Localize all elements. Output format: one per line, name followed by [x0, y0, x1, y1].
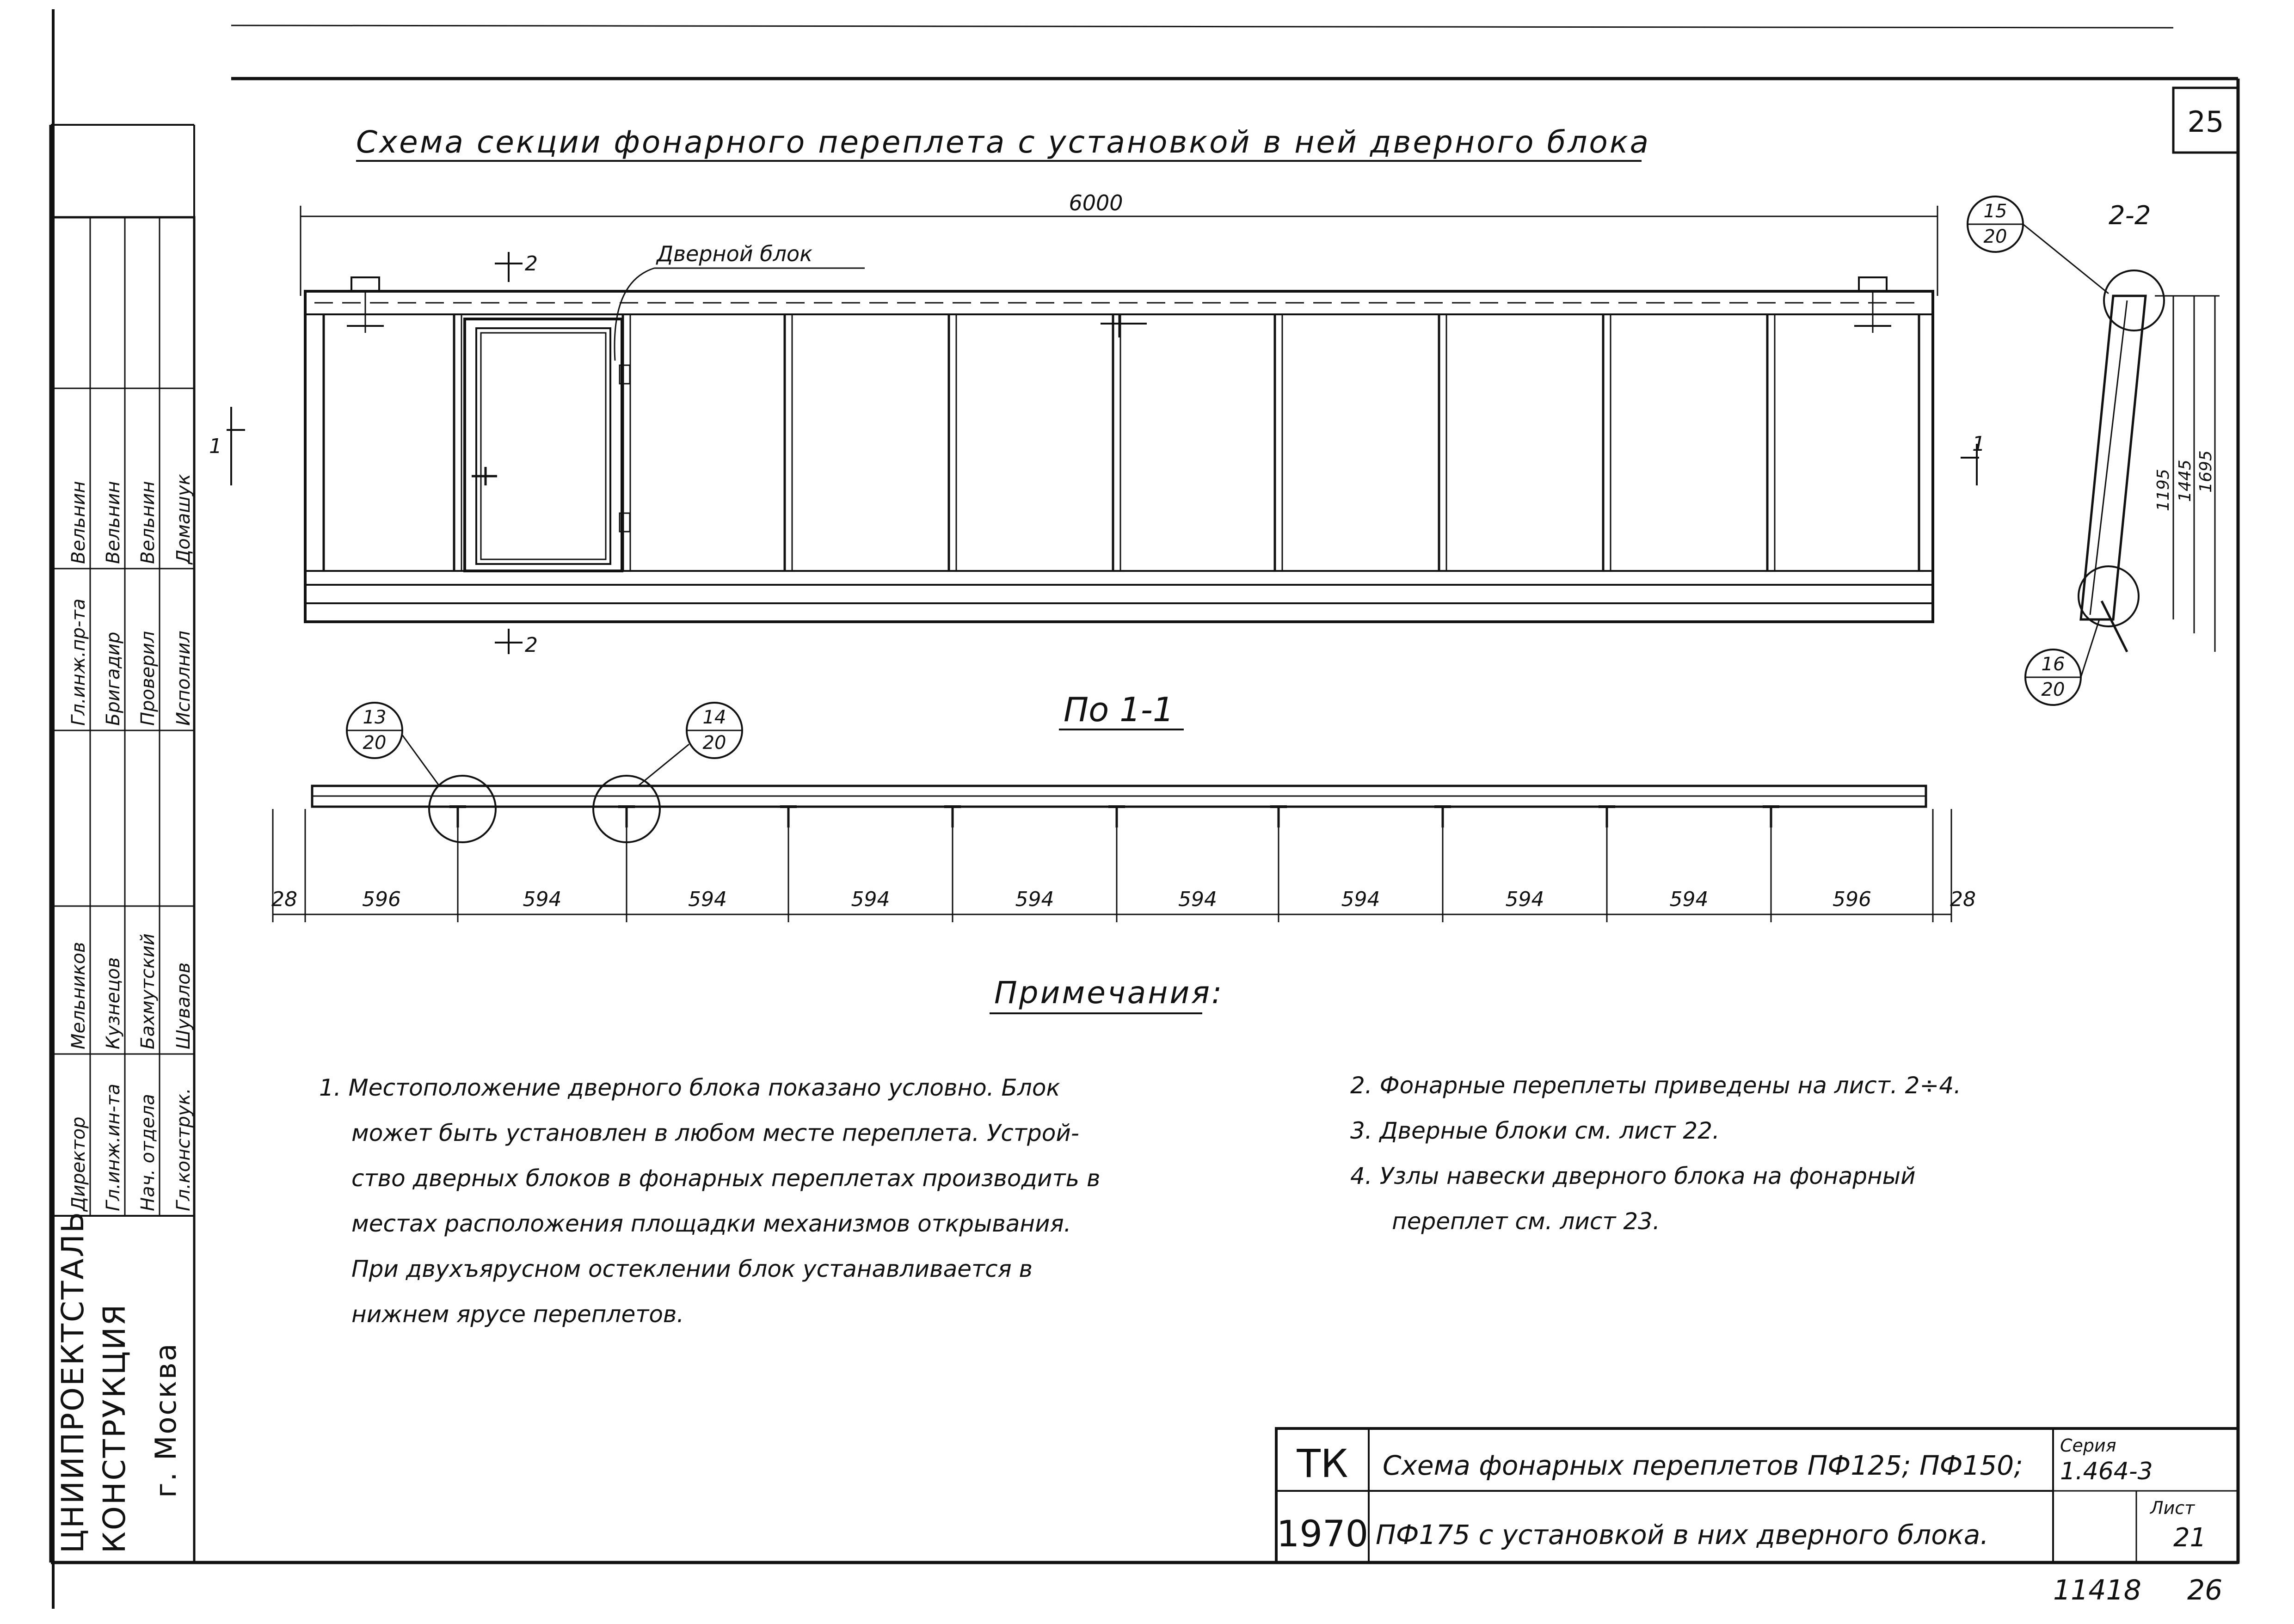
stamp-name-2: Кузнецов [103, 957, 124, 1049]
callout-16-num: 16 [2041, 654, 2065, 675]
plan-dimension-chain [271, 809, 1976, 922]
stamp-name-1: Мельников [68, 942, 89, 1049]
note-col1-line-1: 1. Местоположение дверного блока показано условно. Блок [319, 1074, 1060, 1101]
title-year: 1970 [1276, 1514, 1369, 1555]
stamp-role-7: Проверил [137, 631, 159, 726]
hanger-left [347, 277, 384, 333]
section-2-2 [1968, 196, 2220, 705]
sheet-label: Лист [2150, 1498, 2195, 1518]
stamp-name-8: Домашук [173, 474, 194, 564]
section-2-2-title: 2-2 [2109, 201, 2151, 231]
note-col1-line-3: ство дверных блоков в фонарных переплетах производить в [351, 1165, 1101, 1192]
sheet-frame [51, 9, 2238, 1609]
archive-number: 11418 [2053, 1574, 2141, 1606]
stamp-org-line-2: КОНСТРУКЦИЯ [97, 1303, 132, 1553]
stamp-role-2: Гл.инж.ин-та [103, 1084, 124, 1211]
plan-ticks [449, 807, 1779, 827]
stamp-org-line-1: ЦНИИПРОЕКТСТАЛЬ [55, 1210, 91, 1553]
notes-heading: Примечания: [994, 975, 1224, 1011]
stamp-text [68, 474, 194, 1212]
callout-16-den: 20 [2041, 679, 2065, 700]
stamp-role-6: Бригадир [103, 631, 124, 726]
side-stamp [53, 217, 194, 1563]
overall-dimension: 6000 [1069, 190, 1123, 215]
stamp-name-3: Бахмутский [137, 933, 159, 1049]
plan-1-1-title: По 1-1 [1064, 690, 1174, 729]
stamp-name-7: Вельнин [137, 481, 159, 564]
plan-dim-10: 594 [1669, 888, 1709, 911]
callout-15-den: 20 [1983, 226, 2007, 247]
stamp-role-5: Гл.инж.пр-та [68, 598, 89, 726]
title-line-1: Схема фонарных переплетов ПФ125; ПФ150; [1383, 1450, 2023, 1481]
note-col1-line-5: При двухъярусном остеклении блок устанавливается в [351, 1256, 1033, 1282]
door-block-label: Дверной блок [657, 241, 812, 266]
series-value: 1.464-3 [2060, 1458, 2153, 1485]
section-mark-top: 2 [525, 252, 538, 276]
side-mark-right: 1 [1972, 432, 1985, 456]
stamp-name-6: Вельнин [103, 481, 124, 564]
side-mark-left: 1 [209, 435, 222, 458]
plan-dim-11: 596 [1833, 888, 1871, 911]
notes-column-1 [319, 1074, 1101, 1328]
series-label: Серия [2060, 1435, 2116, 1456]
plan-dim-6: 594 [1015, 888, 1054, 911]
title-line-2: ПФ175 с установкой в них дверного блока. [1376, 1519, 1989, 1550]
hanger-middle [1101, 314, 1147, 337]
stamp-name-4: Шувалов [173, 962, 194, 1049]
stamp-role-3: Нач. отдела [137, 1094, 159, 1211]
elevation-view [209, 190, 1985, 657]
mullions [454, 314, 1775, 571]
plan-dim-1: 28 [271, 888, 297, 911]
plan-dim-5: 594 [851, 888, 890, 911]
callout-15-num: 15 [1983, 201, 2007, 222]
title-block [1276, 1428, 2238, 1563]
note-col1-line-6: нижнем ярусе переплетов. [351, 1301, 684, 1328]
sheet-number-top: 25 [2187, 105, 2224, 139]
section-mark-bottom: 2 [525, 633, 538, 657]
note-col1-line-4: местах расположения площадки механизмов открывания. [351, 1210, 1071, 1237]
stamp-org-line-3: г. Москва [149, 1342, 183, 1498]
page-number-bottom: 26 [2187, 1574, 2223, 1606]
plan-dim-8: 594 [1341, 888, 1380, 911]
stamp-role-8: Исполнил [173, 631, 194, 726]
plan-dim-2: 596 [362, 888, 401, 911]
notes [319, 975, 1961, 1328]
plan-dim-12: 28 [1950, 888, 1976, 911]
section-dim-1445: 1445 [2176, 460, 2195, 502]
plan-1-1 [271, 690, 1976, 922]
callout-14-den: 20 [702, 732, 726, 754]
section-dim-1695: 1695 [2196, 450, 2215, 493]
sheet-value: 21 [2173, 1523, 2207, 1553]
note-col2-line-3: 4. Узлы навески дверного блока на фонарный [1350, 1163, 1916, 1189]
hanger-right [1854, 277, 1891, 333]
callout-14-num: 14 [702, 707, 726, 728]
stamp-role-1: Директор [68, 1116, 89, 1211]
plan-dim-4: 594 [688, 888, 727, 911]
stamp-role-4: Гл.конструк. [173, 1088, 194, 1211]
callout-13-den: 20 [363, 732, 387, 754]
note-col2-line-2: 3. Дверные блоки см. лист 22. [1350, 1117, 1720, 1144]
note-col2-line-4: переплет см. лист 23. [1392, 1208, 1660, 1235]
main-title: Схема секции фонарного переплета с установкой в ней дверного блока [356, 124, 1651, 160]
note-col2-line-1: 2. Фонарные переплеты приведены на лист. 2÷4. [1350, 1072, 1962, 1099]
plan-dim-7: 594 [1178, 888, 1217, 911]
stamp-name-5: Вельнин [68, 481, 89, 564]
note-col1-line-2: может быть установлен в любом месте переплета. Устрой- [351, 1120, 1079, 1146]
plan-dim-3: 594 [523, 888, 562, 911]
notes-column-2 [1350, 1072, 1961, 1235]
door-block [465, 319, 630, 571]
title-code: ТК [1297, 1441, 1348, 1486]
section-dim-1195: 1195 [2154, 469, 2173, 511]
plan-dim-9: 594 [1505, 888, 1544, 911]
callout-13-num: 13 [363, 707, 387, 728]
